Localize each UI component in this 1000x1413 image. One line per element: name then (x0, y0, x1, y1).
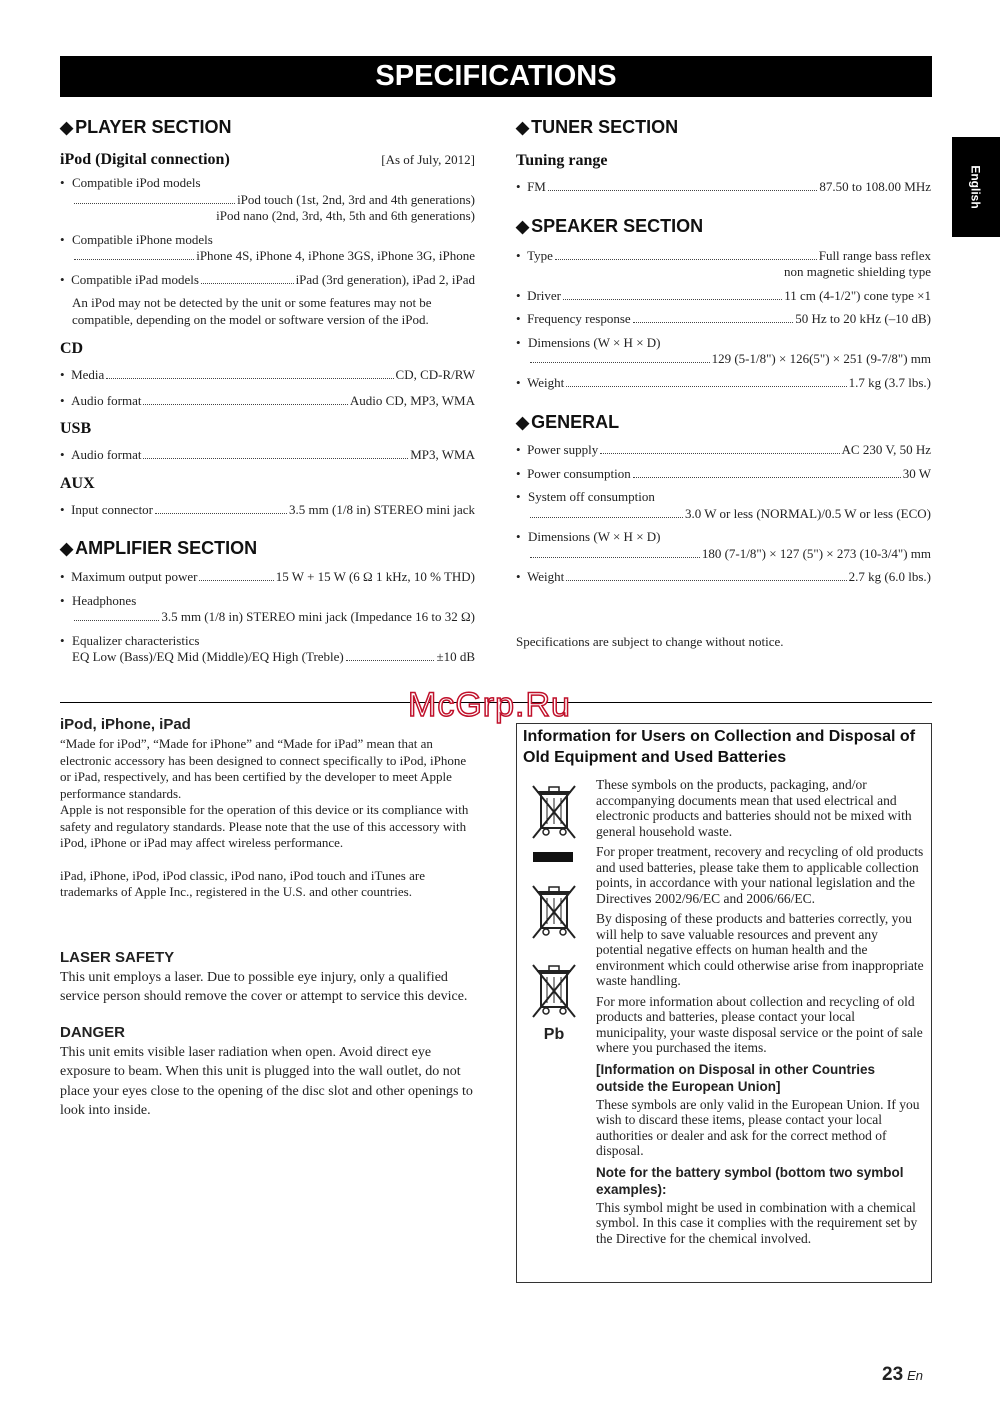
laser-text: This unit employs a laser. Due to possible eye injury, only a qualified service person should remove the cover or attempt to service this device. (60, 969, 468, 1004)
page-number-value: 23 (882, 1364, 904, 1385)
spec-general-weight: • Weight 2.7 kg (6.0 lbs.) (516, 569, 931, 584)
spec-label: Type (527, 247, 553, 263)
danger-heading: DANGER (60, 1023, 126, 1041)
general-section-title: GENERAL (531, 412, 620, 432)
disposal-info-box (516, 723, 932, 1283)
spec-power-supply: • Power supply AC 230 V, 50 Hz (516, 442, 931, 457)
disposal-heading: Information for Users on Collection and Disposal of Old Equipment and Used Batteries (523, 728, 916, 766)
danger-text: This unit emits visible laser radiation when open. Avoid direct eye exposure to beam. When this unit is plugged into the wall outlet, do not place your eyes close to the opening of the disc slot and other openings to look into inside. (60, 1044, 473, 1118)
spec-general-dimensions (516, 529, 931, 546)
spec-label: Equalizer characteristics (72, 632, 200, 648)
spec-value: 50 Hz to 20 kHz (–10 dB) (795, 311, 931, 326)
spec-speaker-weight: • Weight 1.7 kg (3.7 lbs.) (516, 374, 931, 390)
ipod-note: An iPod may not be detected by the unit or some features may not be compatible, depending on the model or software version of the iPod. (72, 295, 432, 327)
spec-label: System off consumption (528, 489, 655, 504)
spec-value: iPhone 4S, iPhone 4, iPhone 3GS, iPhone 3G, iPhone (196, 248, 475, 263)
right-column (516, 117, 931, 650)
disposal-symbols (527, 782, 581, 1044)
tuner-section-heading (516, 117, 931, 138)
spec-label: Compatible iPhone models (72, 231, 213, 247)
spec-value: MP3, WMA (410, 447, 475, 462)
spec-label: Input connector (71, 501, 154, 517)
spec-driver: • Driver 11 cm (4-1/2") cone type ×1 (516, 287, 931, 303)
player-section-heading (60, 117, 475, 138)
spec-speaker-dimensions (516, 335, 931, 352)
disposal-sub2: Note for the battery symbol (bottom two symbol examples): (596, 1164, 904, 1197)
spec-value: non magnetic shielding type (784, 264, 931, 279)
general-section-heading (516, 412, 931, 433)
spec-value: Audio CD, MP3, WMA (349, 392, 475, 408)
left-column (60, 117, 475, 666)
amplifier-section-heading (60, 538, 475, 559)
disposal-p6: This symbol might be used in combination with a chemical symbol. In this case it complies with the requirement set by the Directive for the chemical involved. (596, 1199, 918, 1246)
spec-value: AC 230 V, 50 Hz (841, 442, 931, 457)
spec-value: 3.0 W or less (NORMAL)/0.5 W or less (ECO) (684, 505, 931, 521)
spec-cd-format: • Audio format Audio CD, MP3, WMA (60, 392, 475, 408)
spec-label: Frequency response (527, 311, 631, 326)
spec-label: Audio format (71, 447, 142, 462)
spec-label: Maximum output power (71, 569, 198, 584)
spec-cd-media: • Media CD, CD-R/RW (60, 367, 475, 382)
ipod-info-p1: “Made for iPod”, “Made for iPhone” and “Made for iPad” mean that an electronic accessory has been designed to connect specifically to iPod, iPhone or iPad, respectively, and has been certified by the developer to meet Apple performance standards. (60, 736, 467, 801)
laser-heading: LASER SAFETY (60, 948, 175, 966)
page-title: SPECIFICATIONS (60, 56, 932, 97)
spec-label: FM (527, 179, 546, 194)
spec-notice: Specifications are subject to change without notice. (516, 633, 784, 649)
spec-label: Weight (527, 569, 565, 584)
spec-label: Power consumption (527, 465, 631, 481)
black-bar-symbol (533, 852, 573, 862)
spec-value: 3.5 mm (1/8 in) STEREO mini jack (Impedance 16 to 32 Ω) (161, 609, 475, 624)
diamond-icon: ◆ (60, 539, 74, 558)
spec-label: Compatible iPad models (71, 271, 199, 287)
crossed-bin-icon (527, 782, 581, 842)
page-number (882, 1364, 923, 1386)
spec-iphone-models (60, 232, 475, 249)
ipod-info-heading: iPod, iPhone, iPad (60, 716, 191, 733)
speaker-section-heading (516, 216, 931, 237)
spec-aux-input: • Input connector 3.5 mm (1/8 in) STEREO mini jack (60, 501, 475, 517)
spec-value: 1.7 kg (3.7 lbs.) (848, 374, 931, 390)
disposal-p4: For more information about collection and recycling of old products and batteries, please contact your local municipality, your waste disposal service or the point of sale where you purchased the items. (596, 993, 923, 1055)
spec-value: 11 cm (4-1/2") cone type ×1 (784, 287, 931, 303)
diamond-icon: ◆ (60, 118, 74, 137)
spec-label: Media (71, 367, 105, 382)
spec-system-off (516, 489, 931, 506)
spec-label: Weight (527, 374, 565, 390)
spec-fm: • FM 87.50 to 108.00 MHz (516, 179, 931, 194)
aux-heading: AUX (60, 474, 95, 492)
spec-speaker-type: • Type Full range bass reflex (516, 247, 931, 263)
crossed-bin-icon (527, 961, 581, 1021)
ipod-info-p3: iPad, iPhone, iPod, iPod classic, iPod nano, iPod touch and iTunes are trademarks of Apple Inc., registered in the U.S. and other countries. (60, 867, 425, 899)
spec-label: EQ Low (Bass)/EQ Mid (Middle)/EQ High (Treble) (72, 649, 344, 664)
spec-value: 3.5 mm (1/8 in) STEREO mini jack (289, 501, 475, 517)
pb-label: Pb (543, 1026, 565, 1043)
ipod-info-p2: Apple is not responsible for the operation of this device or its compliance with safety and regulatory standards. Please note that the use of this accessory with iPod, iPhone or iPad may affect wireless performance. (60, 802, 469, 850)
language-tab (952, 137, 1000, 237)
diamond-icon: ◆ (516, 118, 530, 137)
spec-value: iPod touch (1st, 2nd, 3rd and 4th generations) (237, 191, 475, 207)
spec-headphones (60, 593, 475, 610)
player-section-title: PLAYER SECTION (75, 117, 232, 137)
speaker-section-title: SPEAKER SECTION (531, 215, 704, 236)
spec-value: CD, CD-R/RW (395, 367, 475, 382)
spec-max-power: • Maximum output power 15 W + 15 W (6 Ω 1 kHz, 10 % THD) (60, 569, 475, 584)
spec-value: 2.7 kg (6.0 lbs.) (848, 569, 931, 584)
spec-equalizer (60, 633, 475, 650)
spec-label: Compatible iPod models (72, 175, 201, 190)
spec-value: 129 (5-1/8") × 126(5") × 251 (9-7/8") mm (711, 351, 931, 366)
spec-value: 180 (7-1/8") × 127 (5") × 273 (10-3/4") mm (701, 545, 931, 561)
page-language: En (907, 1368, 924, 1383)
crossed-bin-icon (527, 882, 581, 942)
spec-label: Driver (527, 287, 561, 303)
spec-label: Dimensions (W × H × D) (528, 334, 661, 350)
spec-label: Power supply (527, 442, 599, 457)
spec-label: Audio format (71, 392, 142, 408)
ipod-date: [As of July, 2012] (381, 152, 475, 167)
lower-left-column (60, 716, 475, 1121)
disposal-text (596, 777, 926, 1246)
disposal-p2: For proper treatment, recovery and recycling of old products and used batteries, please take them to applicable collection points, in accordance with your national legislation and the Directives 2002/96/EC and 2006/66/EC. (596, 844, 924, 906)
tuning-range-heading: Tuning range (516, 152, 608, 169)
language-tab-label: English (969, 165, 983, 209)
tuner-section-title: TUNER SECTION (531, 117, 679, 137)
spec-label: Dimensions (W × H × D) (528, 529, 661, 544)
diamond-icon: ◆ (516, 216, 530, 236)
spec-value: ±10 dB (436, 649, 475, 664)
spec-value: 87.50 to 108.00 MHz (819, 179, 931, 194)
spec-usb-format: • Audio format MP3, WMA (60, 447, 475, 462)
spec-label: Headphones (72, 592, 137, 608)
ipod-heading: iPod (Digital connection) (60, 151, 230, 168)
watermark: McGrp.Ru (408, 686, 571, 724)
spec-frequency: • Frequency response 50 Hz to 20 kHz (–10 dB) (516, 311, 931, 326)
spec-value: Full range bass reflex (818, 247, 931, 263)
disposal-sub1: [Information on Disposal in other Countries outside the European Union] (596, 1061, 876, 1094)
spec-value: iPod nano (2nd, 3rd, 4th, 5th and 6th generations) (216, 208, 475, 223)
spec-ipad-models: • Compatible iPad models iPad (3rd generation), iPad 2, iPad (60, 271, 475, 287)
spec-ipod-models (60, 175, 475, 192)
amplifier-section-title: AMPLIFIER SECTION (75, 538, 258, 558)
spec-value: 30 W (902, 465, 931, 481)
disposal-p3: By disposing of these products and batteries correctly, you will help to save valuable resources and prevent any potential negative effects on human health and the environment which could otherwise arise from inappropriate waste handling. (596, 911, 924, 988)
diamond-icon: ◆ (516, 413, 530, 432)
spec-power-consumption: • Power consumption 30 W (516, 465, 931, 481)
spec-value: 15 W + 15 W (6 Ω 1 kHz, 10 % THD) (275, 569, 475, 584)
usb-heading: USB (60, 420, 92, 437)
cd-heading: CD (60, 340, 84, 357)
disposal-p1: These symbols on the products, packaging, and/or accompanying documents mean that used electrical and electronic products and batteries should not be mixed with general household waste. (596, 777, 912, 839)
spec-value: iPad (3rd generation), iPad 2, iPad (295, 271, 475, 287)
disposal-p5: These symbols are only valid in the European Union. If you wish to discard these items, please contact your local authorities or dealer and ask for the correct method of disposal. (596, 1096, 920, 1158)
